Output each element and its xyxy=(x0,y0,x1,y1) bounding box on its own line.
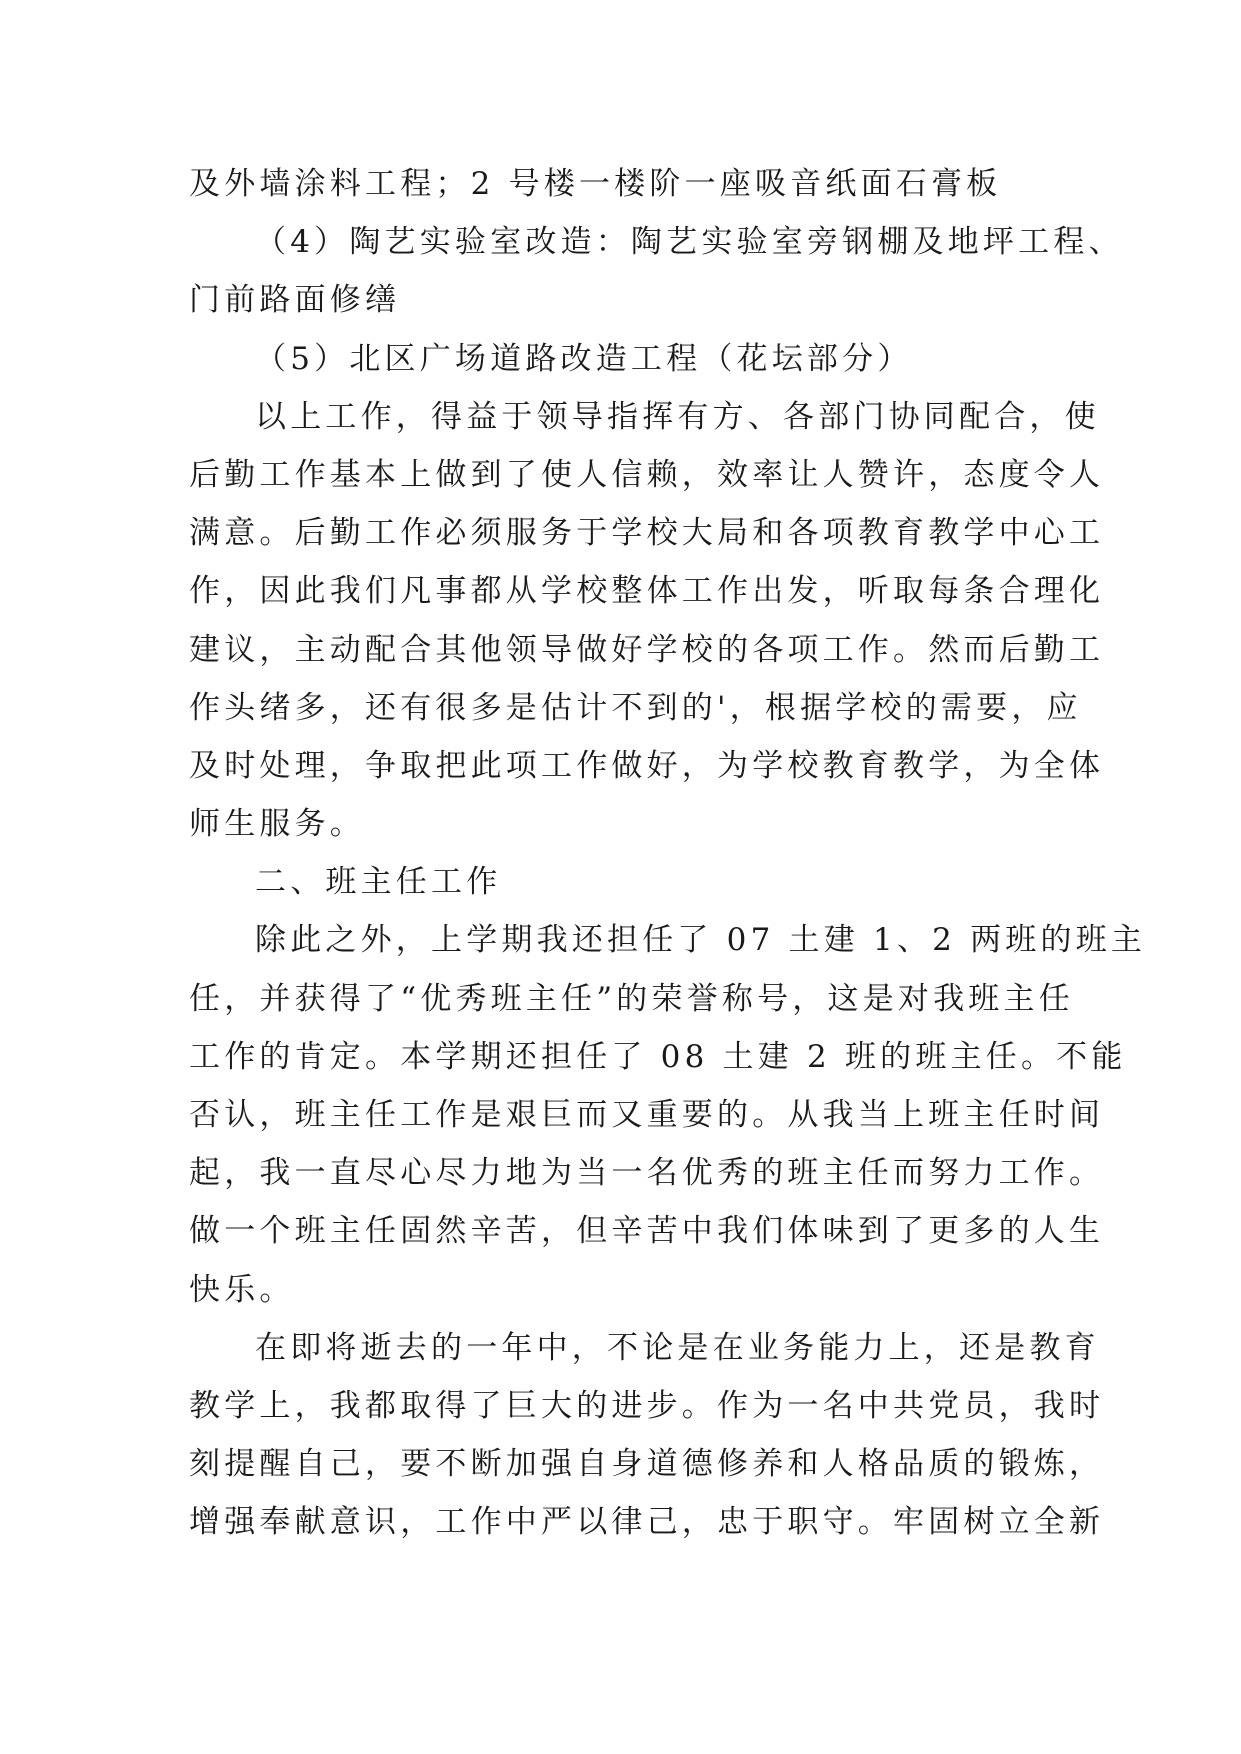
text-line: 教学上，我都取得了巨大的进步。作为一名中共党员，我时 xyxy=(189,1387,1105,1424)
section-heading: 二、班主任工作 xyxy=(255,864,502,901)
text-line: 任，并获得了“优秀班主任”的荣誉称号，这是对我班主任 xyxy=(189,980,1074,1017)
text-line: 做一个班主任固然辛苦，但辛苦中我们体味到了更多的人生 xyxy=(189,1213,1105,1250)
text-line: 满意。后勤工作必须服务于学校大局和各项教育教学中心工 xyxy=(189,515,1105,552)
text-line: 作头绪多，还有很多是估计不到的'，根据学校的需要，应 xyxy=(189,689,1082,726)
paragraph-start: 以上工作，得益于领导指挥有方、各部门协同配合，使 xyxy=(255,398,1100,435)
text-line: 门前路面修缮 xyxy=(189,282,401,319)
text-line: 工作的肯定。本学期还担任了 08 土建 2 班的班主任。不能 xyxy=(189,1038,1127,1075)
text-line: 建议，主动配合其他领导做好学校的各项工作。然而后勤工 xyxy=(189,631,1105,668)
list-item-4: （4）陶艺实验室改造：陶艺实验室旁钢棚及地坪工程、 xyxy=(255,224,1124,261)
text-line: 刻提醒自己，要不断加强自身道德修养和人格品质的锻炼， xyxy=(189,1446,1105,1483)
text-line: 起，我一直尽心尽力地为当一名优秀的班主任而努力工作。 xyxy=(189,1155,1105,1192)
text-line: 师生服务。 xyxy=(189,806,365,843)
paragraph-start: 在即将逝去的一年中，不论是在业务能力上，还是教育 xyxy=(255,1329,1100,1366)
list-item-5: （5）北区广场道路改造工程（花坛部分） xyxy=(255,340,913,377)
text-line: 快乐。 xyxy=(189,1271,295,1308)
text-line: 及外墙涂料工程；2 号楼一楼阶一座吸音纸面石膏板 xyxy=(189,166,1002,202)
text-line: 作，因此我们凡事都从学校整体工作出发，听取每条合理化 xyxy=(189,573,1105,610)
text-line: 及时处理，争取把此项工作做好，为学校教育教学，为全体 xyxy=(189,747,1105,784)
text-line: 增强奉献意识，工作中严以律己，忠于职守。牢固树立全新 xyxy=(189,1504,1105,1541)
text-line: 否认，班主任工作是艰巨而又重要的。从我当上班主任时间 xyxy=(189,1097,1105,1133)
document-body xyxy=(189,155,1147,1552)
paragraph-start: 除此之外，上学期我还担任了 07 土建 1、2 两班的班主 xyxy=(255,922,1147,959)
text-line: 后勤工作基本上做到了使人信赖，效率让人赞许，态度令人 xyxy=(189,456,1105,493)
